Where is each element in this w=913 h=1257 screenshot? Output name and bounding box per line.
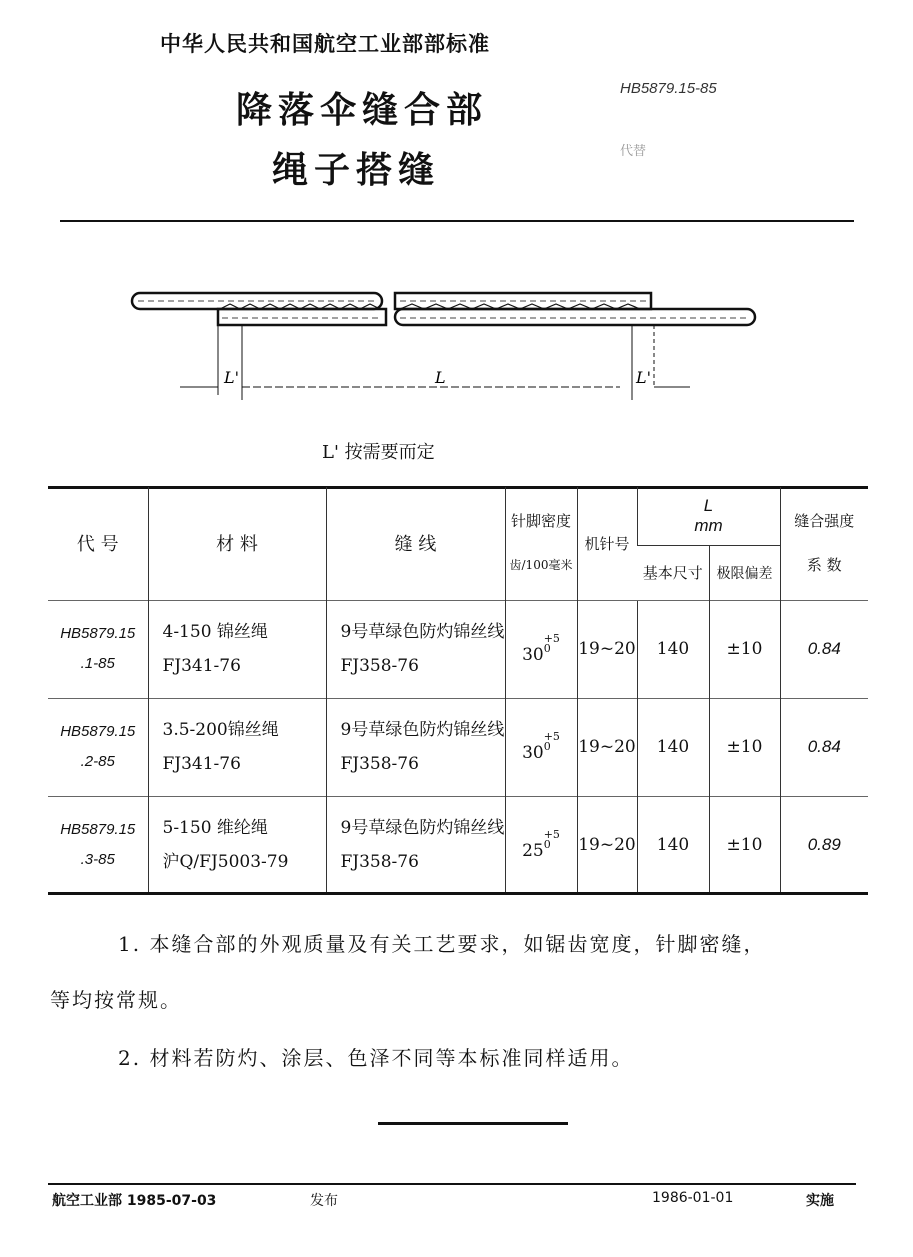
rope-right-lower (395, 309, 755, 325)
row-density: 25 (522, 840, 544, 861)
table-row (48, 796, 868, 894)
tol-upper: +5 (543, 631, 560, 645)
row-coef: 0.89 (780, 796, 868, 894)
row-material: 3.5-200锦丝绳 (162, 720, 279, 740)
row-code-suffix: .3-85 (80, 851, 115, 868)
footer-issued: 发布 (310, 1193, 338, 1209)
note-1-cont: 等均按常规。 (50, 988, 182, 1012)
row-coef: 0.84 (780, 600, 868, 698)
seam-diagram (120, 285, 770, 410)
title-line-2: 绳子搭缝 (272, 149, 441, 191)
footer-issuer: 航空工业部 1985-07-03 (52, 1193, 217, 1209)
row-code: HB5879.15 (60, 723, 136, 740)
row-material: 5-150 维纶绳 (162, 818, 268, 838)
tol-lower: 0 (543, 739, 551, 753)
row-basic: 140 (637, 600, 709, 698)
footer-rule (48, 1183, 856, 1185)
header-stitch-density: 针脚密度 (510, 512, 571, 531)
footer-effective: 实施 (806, 1193, 834, 1209)
row-dev: ±10 (709, 698, 780, 796)
note-1: 1. 本缝合部的外观质量及有关工艺要求，如锯齿宽度，针脚密缝， (118, 932, 766, 956)
standard-code: HB5879.15-85 (620, 80, 717, 97)
tol-upper: +5 (543, 729, 560, 743)
header-material: 材 料 (148, 487, 326, 600)
spec-table (48, 487, 868, 894)
row-dev: ±10 (709, 600, 780, 698)
row-needle: 19~20 (577, 698, 637, 796)
row-needle: 19~20 (577, 600, 637, 698)
dim-l: L (435, 368, 446, 387)
tol-upper: +5 (543, 827, 560, 841)
tol-lower: 0 (543, 641, 551, 655)
header-divider (60, 220, 854, 222)
row-material-std: FJ341-76 (162, 754, 241, 774)
row-code: HB5879.15 (60, 625, 136, 642)
table-bottom-rule (48, 892, 868, 895)
row-material-std: FJ341-76 (162, 656, 241, 676)
dim-l-prime-left: L' (224, 368, 240, 387)
row-coef: 0.84 (780, 698, 868, 796)
row-basic: 140 (637, 796, 709, 894)
diagram-caption: L' 按需要而定 (322, 442, 435, 463)
row-code: HB5879.15 (60, 821, 136, 838)
row-thread: 9号草绿色防灼锦丝线 (340, 818, 505, 838)
row-density: 30 (522, 644, 544, 665)
header-thread: 缝 线 (326, 487, 505, 600)
header-limit-dev: 极限偏差 (709, 545, 780, 600)
header-l: L (703, 495, 714, 515)
row-material: 4-150 锦丝绳 (162, 622, 268, 642)
table-row (48, 600, 868, 698)
row-code-suffix: .1-85 (80, 655, 115, 672)
row-thread-std: FJ358-76 (340, 656, 419, 676)
row-thread-std: FJ358-76 (340, 754, 419, 774)
header-stitch-unit: 齿/100毫米 (509, 558, 573, 573)
end-rule (378, 1122, 568, 1125)
row-thread-std: FJ358-76 (340, 852, 419, 872)
row-basic: 140 (637, 698, 709, 796)
row-code-suffix: .2-85 (80, 753, 115, 770)
note-2: 2. 材料若防灼、涂层、色泽不同等本标准同样适用。 (118, 1046, 634, 1070)
header-needle: 机针号 (577, 487, 637, 600)
table-row (48, 698, 868, 796)
rope-left-lower (218, 309, 386, 325)
replaces-label: 代替 (620, 144, 647, 159)
title-line-1: 降落伞缝合部 (236, 89, 489, 131)
header-coef: 系 数 (806, 556, 842, 575)
tol-lower: 0 (543, 837, 551, 851)
header-strength: 缝合强度 (794, 512, 855, 531)
row-density: 30 (522, 742, 544, 763)
header-basic-size: 基本尺寸 (642, 564, 703, 582)
row-needle: 19~20 (577, 796, 637, 894)
row-thread: 9号草绿色防灼锦丝线 (340, 720, 505, 740)
issuing-org: 中华人民共和国航空工业部部标准 (160, 32, 490, 56)
header-code: 代 号 (76, 534, 119, 556)
row-thread: 9号草绿色防灼锦丝线 (340, 622, 505, 642)
header-mm: mm (694, 515, 723, 535)
dim-l-prime-right: L' (636, 368, 652, 387)
row-material-std: 沪Q/FJ5003-79 (162, 852, 289, 872)
row-dev: ±10 (709, 796, 780, 894)
footer-effective-date: 1986-01-01 (652, 1190, 734, 1206)
